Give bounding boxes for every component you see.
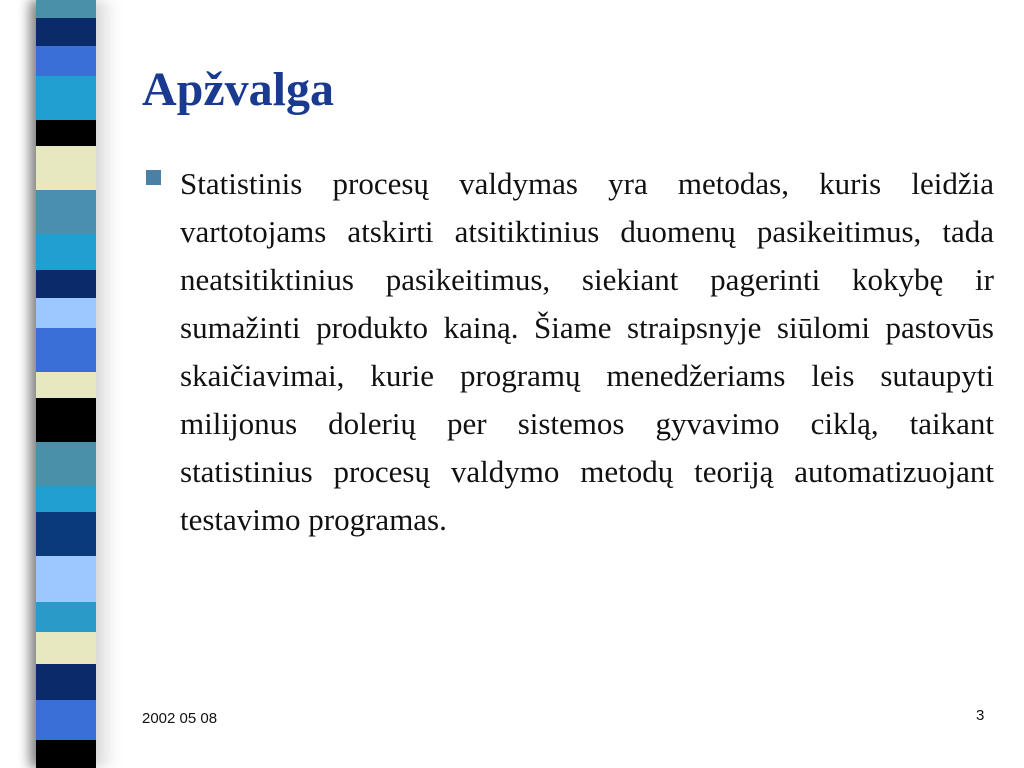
stripe-block [36, 398, 96, 442]
stripe-block [36, 602, 96, 632]
stripe-block [36, 328, 96, 372]
stripe-block [36, 700, 96, 740]
stripe-block [36, 556, 96, 602]
square-bullet-icon [146, 170, 161, 185]
stripe-block [36, 512, 96, 556]
slide-title: Apžvalga [142, 63, 334, 116]
stripe-block [36, 0, 96, 18]
stripe-block [36, 740, 96, 768]
stripe-block [36, 372, 96, 398]
stripe-block [36, 664, 96, 700]
stripe-block [36, 442, 96, 486]
decorative-color-stripe [36, 0, 96, 768]
bullet-text: Statistinis procesų valdymas yra metodas, kuris leidžia vartotojams atskirti atsitiktinius duomenų pasikeitimus, tada neatsitiktinius pasikeitimus, siekiant pagerinti kokybę ir sumažinti produkto kainą. Šiame straipsnyje siūlomi pastovūs skaičiavimai, kurie programų menedžeriams leis sutaupyti milijonus dolerių per sistemos gyvavimo ciklą, taikant statistinius procesų valdymo metodų teoriją automatizuojant testavimo programas. [180, 166, 994, 537]
stripe-block [36, 120, 96, 146]
stripe-block [36, 76, 96, 120]
footer-date: 2002 05 08 [142, 710, 218, 727]
stripe-block [36, 46, 96, 76]
stripe-block [36, 190, 96, 234]
page-number: 3 [976, 707, 985, 724]
stripe-block [36, 632, 96, 664]
stripe-block [36, 486, 96, 512]
bullet-list [142, 160, 994, 544]
stripe-block [36, 146, 96, 190]
stripe-block [36, 18, 96, 46]
stripe-block [36, 298, 96, 328]
stripe-block [36, 270, 96, 298]
stripe-block [36, 234, 96, 270]
